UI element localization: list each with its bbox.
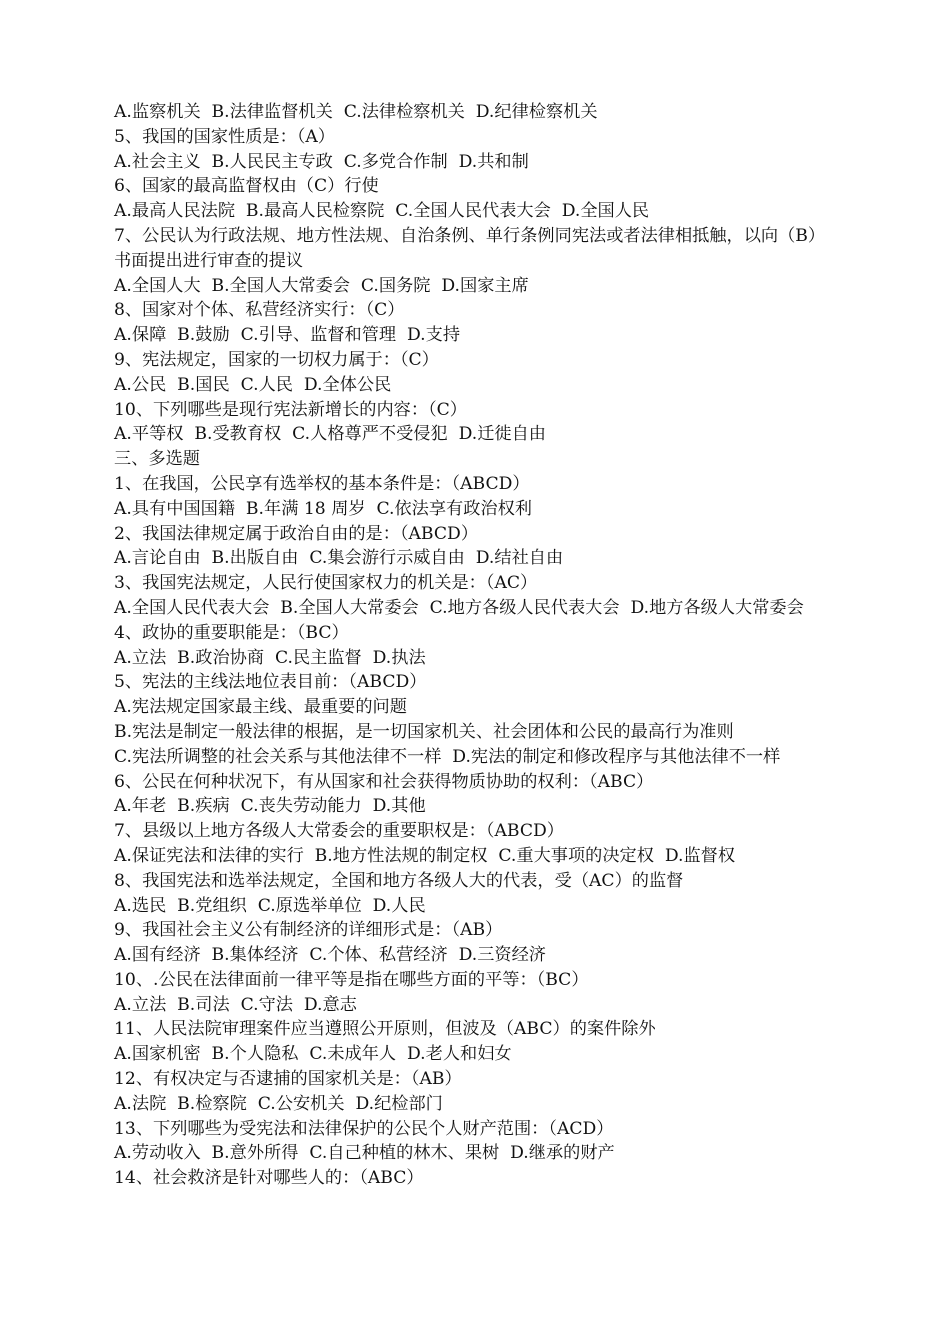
text-line: A.保证宪法和法律的实行 B.地方性法规的制定权 C.重大事项的决定权 D.监督权	[114, 845, 736, 866]
text-line: A.言论自由 B.出版自由 C.集会游行示威自由 D.结社自由	[114, 548, 564, 569]
text-line: 9、我国社会主义公有制经济的详细形式是：（AB）	[114, 920, 503, 941]
text-line: 14、社会救济是针对哪些人的：（ABC）	[114, 1168, 424, 1189]
text-line: B.宪法是制定一般法律的根据，是一切国家机关、社会团体和公民的最高行为准则	[114, 721, 734, 742]
text-line: A.立法 B.政治协商 C.民主监督 D.执法	[114, 647, 426, 668]
text-line: 7、公民认为行政法规、地方性法规、自治条例、单行条例同宪法或者法律相抵触，以向（B）书面提出进行审查的提议	[114, 225, 826, 271]
text-line: A.劳动收入 B.意外所得 C.自己种植的林木、果树 D.继承的财产	[114, 1143, 615, 1164]
text-line: A.社会主义 B.人民民主专政 C.多党合作制 D.共和制	[114, 151, 529, 172]
text-line: A.保障 B.鼓励 C.引导、监督和管理 D.支持	[114, 325, 461, 346]
text-line: A.全国人民代表大会 B.全国人大常委会 C.地方各级人民代表大会 D.地方各级人大常委会	[114, 597, 804, 618]
text-line: 13、下列哪些为受宪法和法律保护的公民个人财产范围：（ACD）	[114, 1118, 614, 1139]
text-line: 5、我国的国家性质是：（A）	[114, 126, 335, 147]
text-line: 11、人民法院审理案件应当遵照公开原则，但波及（ABC）的案件除外	[114, 1019, 656, 1040]
text-line: A.最高人民法院 B.最高人民检察院 C.全国人民代表大会 D.全国人民	[114, 201, 650, 222]
text-line: 三、多选题	[114, 449, 200, 470]
text-line: A.宪法规定国家最主线、最重要的问题	[114, 697, 407, 718]
text-line: A.选民 B.党组织 C.原选举单位 D.人民	[114, 895, 426, 916]
text-line: 8、国家对个体、私营经济实行：（C）	[114, 300, 405, 321]
text-line: A.法院 B.检察院 C.公安机关 D.纪检部门	[114, 1093, 443, 1114]
text-line: 4、政协的重要职能是：（BC）	[114, 622, 349, 643]
document-page	[114, 100, 838, 1191]
text-line: 7、县级以上地方各级人大常委会的重要职权是：（ABCD）	[114, 821, 564, 842]
text-line: 6、国家的最高监督权由（C）行使	[114, 176, 379, 197]
text-line: A.国有经济 B.集体经济 C.个体、私营经济 D.三资经济	[114, 945, 546, 966]
text-line: A.立法 B.司法 C.守法 D.意志	[114, 994, 357, 1015]
text-line: 8、我国宪法和选举法规定，全国和地方各级人大的代表，受（AC）的监督	[114, 870, 684, 891]
text-line: 5、宪法的主线法地位表目前：（ABCD）	[114, 672, 427, 693]
text-line: 3、我国宪法规定，人民行使国家权力的机关是：（AC）	[114, 573, 538, 594]
text-line: C.宪法所调整的社会关系与其他法律不一样 D.宪法的制定和修改程序与其他法律不一样	[114, 746, 781, 767]
text-line: 1、在我国，公民享有选举权的基本条件是：（ABCD）	[114, 473, 530, 494]
text-line: A.国家机密 B.个人隐私 C.未成年人 D.老人和妇女	[114, 1044, 512, 1065]
text-line: 6、公民在何种状况下，有从国家和社会获得物质协助的权利：（ABC）	[114, 771, 654, 792]
text-line: A.公民 B.国民 C.人民 D.全体公民	[114, 374, 392, 395]
text-line: A.具有中国国籍 B.年满 18 周岁 C.依法享有政治权利	[114, 498, 532, 519]
text-line: 10、下列哪些是现行宪法新增长的内容：（C）	[114, 399, 467, 420]
text-line: 12、有权决定与否逮捕的国家机关是：（AB）	[114, 1069, 462, 1090]
text-line: A.全国人大 B.全国人大常委会 C.国务院 D.国家主席	[114, 275, 529, 296]
text-line: 10、.公民在法律面前一律平等是指在哪些方面的平等：（BC）	[114, 969, 589, 990]
text-line: A.平等权 B.受教育权 C.人格尊严不受侵犯 D.迁徙自由	[114, 424, 546, 445]
text-line: A.监察机关 B.法律监督机关 C.法律检察机关 D.纪律检察机关	[114, 102, 598, 122]
text-line: A.年老 B.疾病 C.丧失劳动能力 D.其他	[114, 796, 426, 817]
text-line: 9、宪法规定，国家的一切权力属于：（C）	[114, 349, 439, 370]
text-line: 2、我国法律规定属于政治自由的是：（ABCD）	[114, 523, 479, 544]
